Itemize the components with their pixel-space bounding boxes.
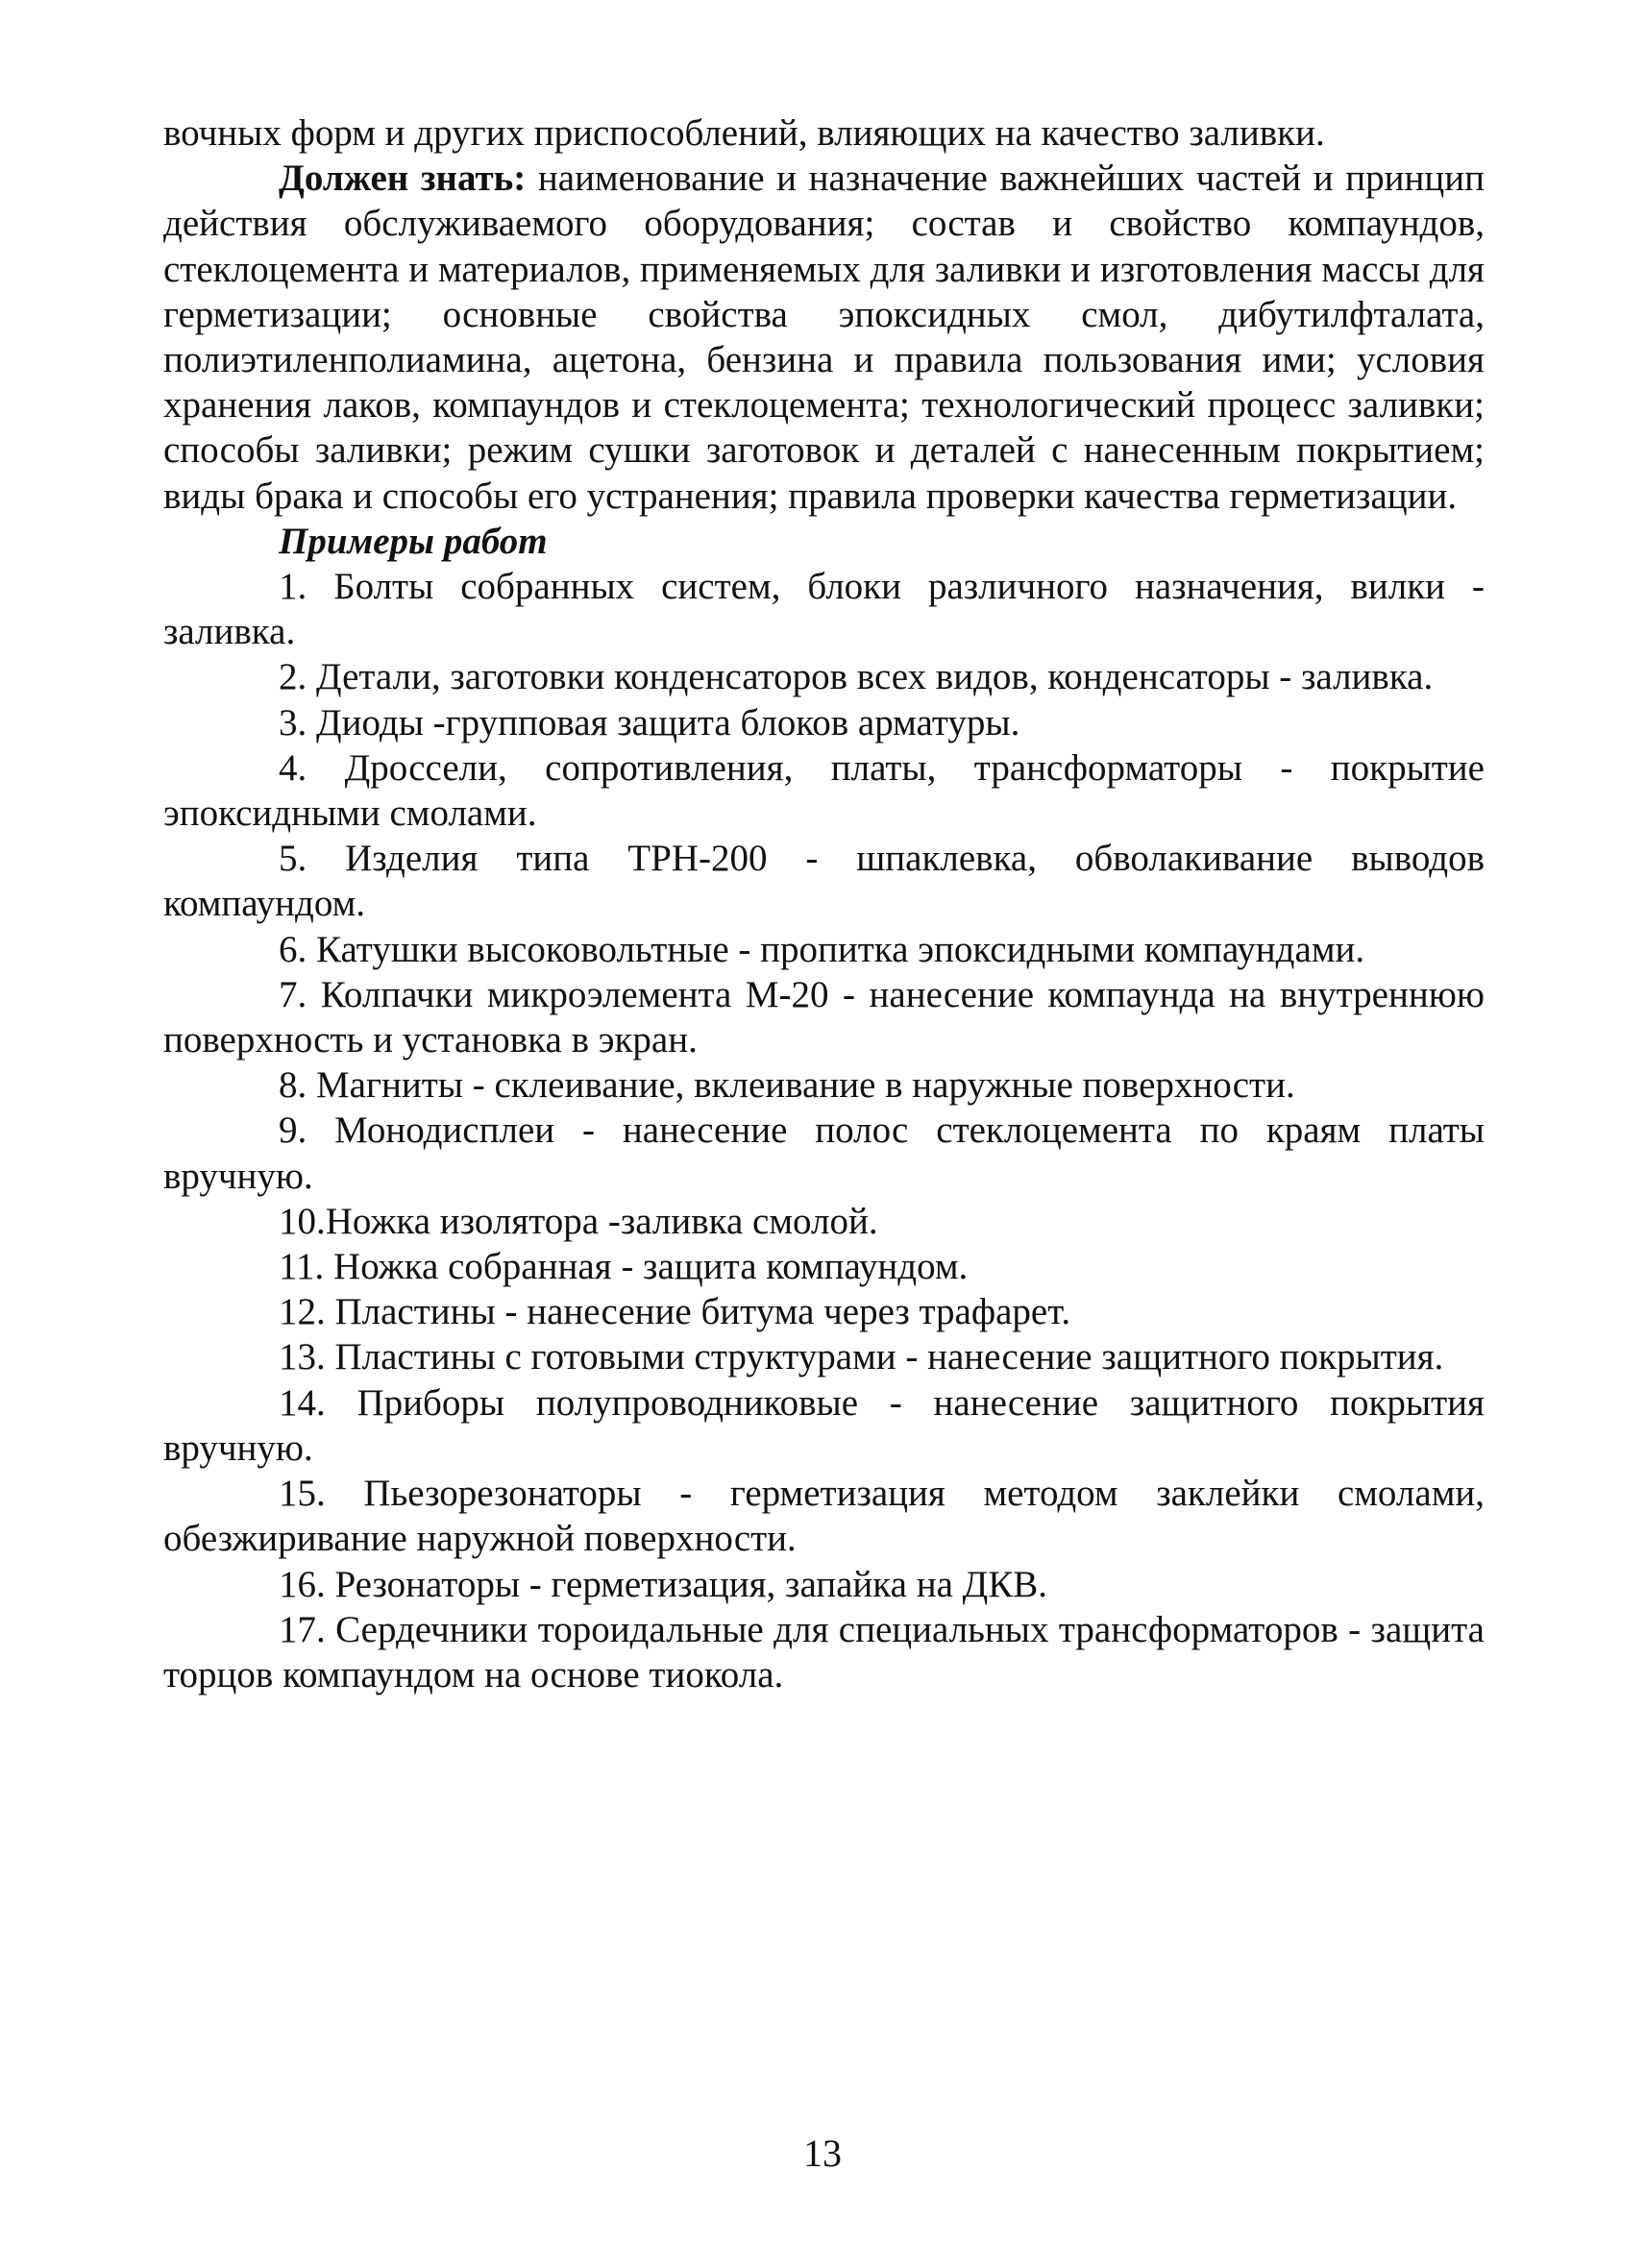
example-item: 1. Болты собранных систем, блоки различного назначения, вилки - заливка. xyxy=(163,566,1485,653)
knowledge-text: наименование и назначение важнейших частей и принцип действия обслуживаемого оборудования; состав и свойство компаундов, стеклоцемента и материалов, применяемых для заливки и изготовления массы для герметизации; основные свойства эпоксидных смол, дибутилфталата, полиэтиленполиамина, ацетона, бензина и правила пользования ими; условия хранения лаков, компаундов и стеклоцемента; технологический процесс заливки; способы заливки; режим сушки заготовок и деталей с нанесенным покрытием; виды брака и способы его устранения; правила проверки качества герметизации. xyxy=(163,158,1485,517)
example-item: 10.Ножка изолятора -заливка смолой. xyxy=(279,1200,878,1242)
knowledge-label: Должен знать: xyxy=(279,158,527,200)
knowledge-paragraph xyxy=(163,156,1485,519)
examples-list xyxy=(163,564,1485,1697)
example-item: 2. Детали, заготовки конденсаторов всех видов, конденсаторы - заливка. xyxy=(279,656,1434,698)
example-item: 5. Изделия типа ТРН-200 - шпаклевка, обволакивание выводов компаундом. xyxy=(163,838,1485,925)
example-item: 11. Ножка собранная - защита компаундом. xyxy=(279,1246,969,1288)
page-number: 13 xyxy=(803,2132,842,2175)
example-item: 15. Пьезорезонаторы - герметизация методом заклейки смолами, обезжиривание наружной поверхности. xyxy=(163,1473,1485,1560)
document-body xyxy=(163,110,1485,1697)
example-item: 8. Магниты - склеивание, вклеивание в наружные поверхности. xyxy=(279,1064,1295,1107)
example-item: 4. Дроссели, сопротивления, платы, трансформаторы - покрытие эпоксидными смолами. xyxy=(163,746,1485,835)
example-item: 17. Сердечники тороидальные для специальных трансформаторов - защита торцов компаундом на основе тиокола. xyxy=(163,1608,1485,1695)
intro-paragraph: вочных форм и других приспособлений, влияющих на качество заливки. xyxy=(163,112,1325,154)
example-item: 3. Диоды -групповая защита блоков арматуры. xyxy=(279,701,1020,744)
example-item: 13. Пластины с готовыми структурами - нанесение защитного покрытия. xyxy=(279,1336,1444,1378)
example-item: 12. Пластины - нанесение битума через трафарет. xyxy=(279,1291,1071,1333)
examples-heading: Примеры работ xyxy=(279,520,548,562)
example-item: 6. Катушки высоковольтные - пропитка эпоксидными компаундами. xyxy=(279,928,1365,970)
example-item: 16. Резонаторы - герметизация, запайка на ДКВ. xyxy=(279,1563,1048,1605)
example-item: 7. Колпачки микроэлемента М-20 - нанесение компаунда на внутреннюю поверхность и установка в экран. xyxy=(163,973,1485,1061)
example-item: 9. Монодисплеи - нанесение полос стеклоцемента по краям платы вручную. xyxy=(163,1110,1485,1197)
example-item: 14. Приборы полупроводниковые - нанесение защитного покрытия вручную. xyxy=(163,1381,1485,1469)
